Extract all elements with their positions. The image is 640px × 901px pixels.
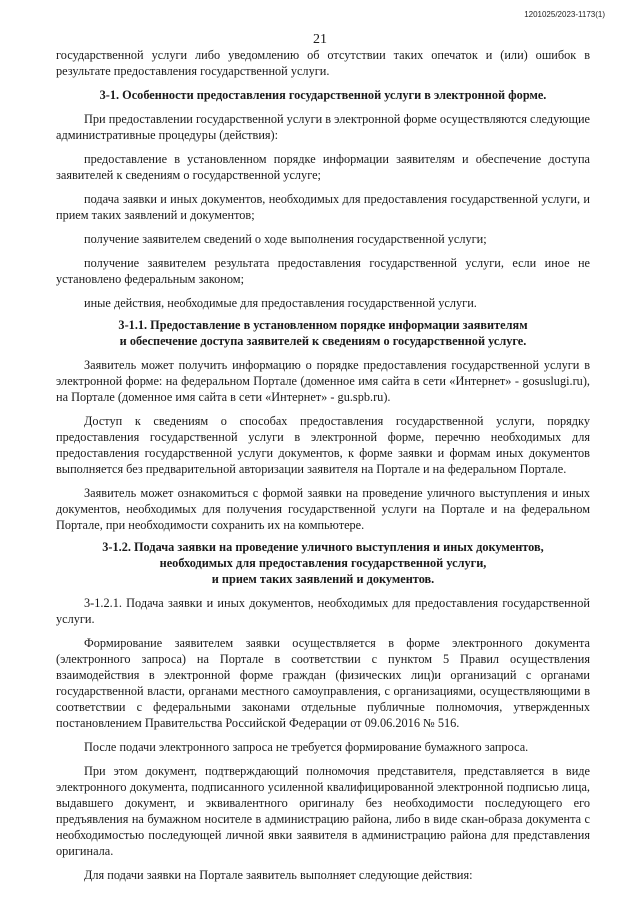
heading-line: 3-1.2. Подача заявки на проведение уличного выступления и иных документов, bbox=[102, 540, 544, 554]
heading-line: и прием таких заявлений и документов. bbox=[211, 572, 435, 586]
paragraph: При этом документ, подтверждающий полномочия представителя, представляется в виде электронного документа, подписанного усиленной квалифицированной электронной подписью лица, выдавшего документ, и эквивалентного оригиналу без необходимости последующего его предъявления на бумажном носителе в администрацию района, либо в виде скан-образа документа с необходимостью последующей личной явки заявителя в администрацию района для представления оригинала. bbox=[56, 764, 590, 858]
page-number: 21 bbox=[313, 32, 327, 47]
paragraph: Формирование заявителем заявки осуществляется в форме электронного документа (электронного запроса) на Портале в соответствии с пунктом 5 Правил осуществления взаимодействия в электронной форме граждан (физических лиц)и организаций с органами государственной власти, органами местного самоуправления, с организациями, осуществляющими в соответствии с федеральными законами отдельные публичные полномочия, утвержденных постановлением Правительства Российской Федерации от 09.06.2016 № 516. bbox=[56, 636, 590, 730]
paragraph: После подачи электронного запроса не требуется формирование бумажного запроса. bbox=[84, 740, 529, 754]
list-item: получение заявителем результата предоставления государственной услуги, если иное не установлено федеральным законом; bbox=[56, 256, 590, 286]
paragraph: Заявитель может получить информацию о порядке предоставления государственной услуги в электронной форме: на федеральном Портале (доменное имя сайта в сети «Интернет» - gosuslugi.ru), на Портале (доменное имя сайта в сети «Интернет» - gu.spb.ru). bbox=[56, 358, 590, 404]
heading-line: 3-1.1. Предоставление в установленном порядке информации заявителям bbox=[118, 318, 528, 332]
document-body bbox=[56, 47, 590, 891]
paragraph: При предоставлении государственной услуги в электронной форме осуществляются следующие административные процедуры (действия): bbox=[56, 112, 590, 142]
paragraph-continuation: государственной услуги либо уведомлению об отсутствии таких опечаток и (или) ошибок в результате предоставления государственной услуги. bbox=[56, 48, 590, 78]
section-heading-3-1: 3-1. Особенности предоставления государственной услуги в электронной форме. bbox=[99, 88, 547, 102]
list-item: получение заявителем сведений о ходе выполнения государственной услуги; bbox=[84, 232, 487, 246]
document-stamp: 1201025/2023-1173(1) bbox=[524, 10, 605, 19]
paragraph: Заявитель может ознакомиться с формой заявки на проведение уличного выступления и иных документов, необходимых для получения государственной услуги на Портале и на федеральном Портале, при необходимости сохранить их на компьютере. bbox=[56, 486, 590, 532]
list-item: подача заявки и иных документов, необходимых для предоставления государственной услуги, и прием таких заявлений и документов; bbox=[56, 192, 590, 222]
list-item: иные действия, необходимые для предоставления государственной услуги. bbox=[84, 296, 477, 310]
list-item: предоставление в установленном порядке информации заявителям и обеспечение доступа заявителей к сведениям о государственной услуге; bbox=[56, 152, 590, 182]
paragraph: Для подачи заявки на Портале заявитель выполняет следующие действия: bbox=[84, 868, 473, 882]
heading-line: необходимых для предоставления государственной услуги, bbox=[159, 556, 487, 570]
heading-line: и обеспечение доступа заявителей к сведениям о государственной услуге. bbox=[119, 334, 527, 348]
paragraph: 3-1.2.1. Подача заявки и иных документов, необходимых для предоставления государственной услуги. bbox=[56, 596, 590, 626]
section-heading-3-1-2 bbox=[56, 539, 590, 587]
section-heading-3-1-1 bbox=[56, 317, 590, 349]
paragraph: Доступ к сведениям о способах предоставления государственной услуги, порядку предоставления государственной услуги в электронной форме, перечню необходимых для предоставления государственной услуги документов, к форме заявки и формам иных документов выполняется без предварительной авторизации заявителя на Портале и на федеральном Портале. bbox=[56, 414, 590, 476]
